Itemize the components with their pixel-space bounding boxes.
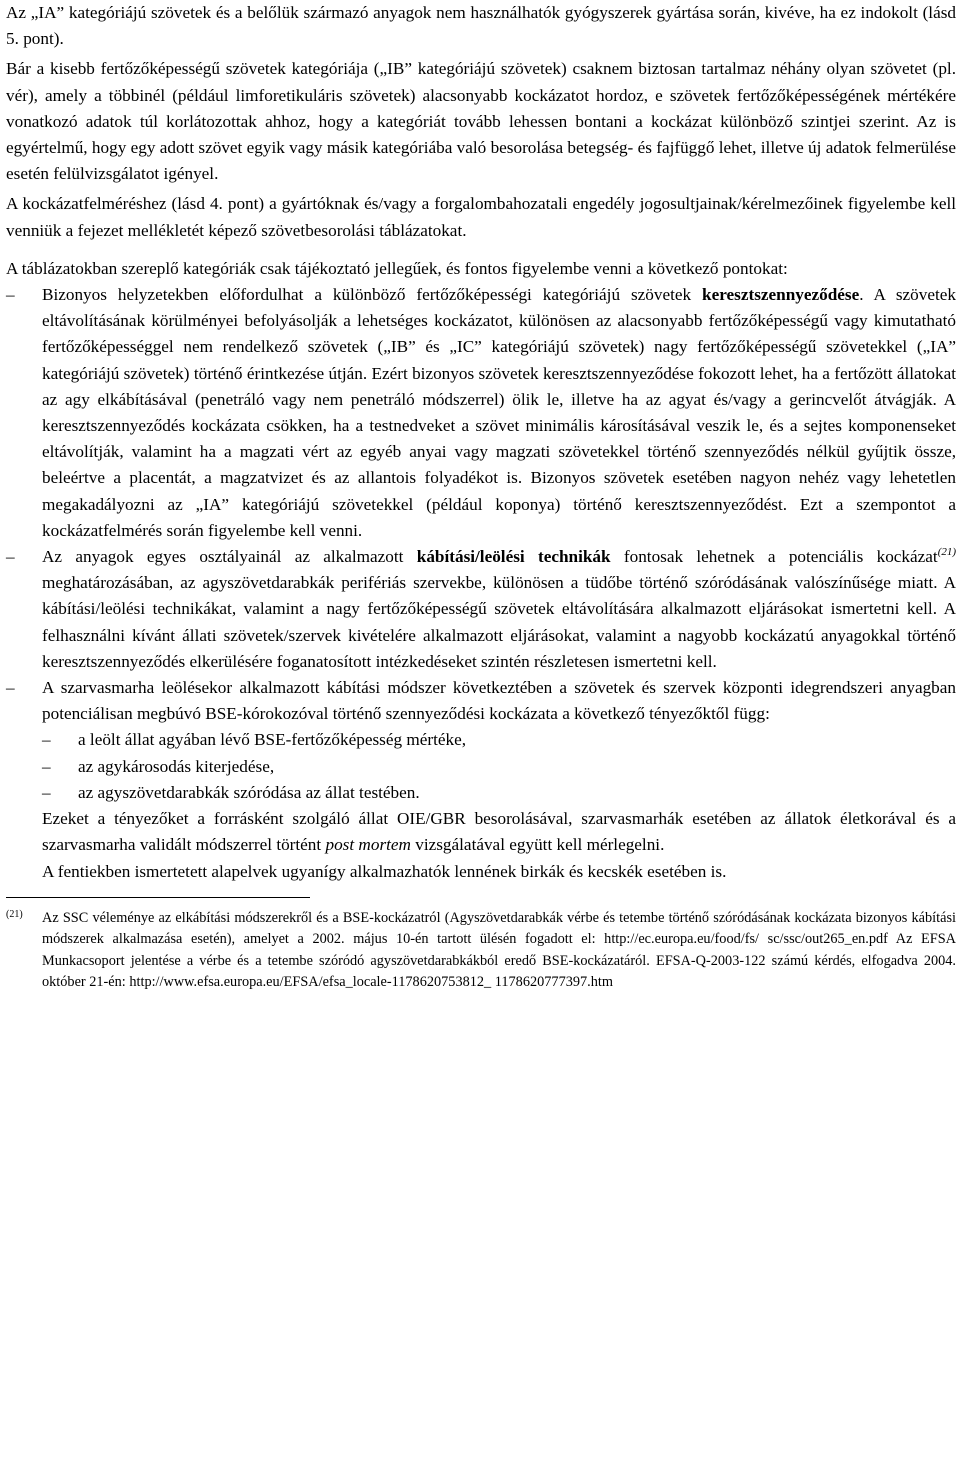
paragraph-text: Az „IA” kategóriájú szövetek és a belőlük származó anyagok nem használhatók gyógyszerek gyártása során, kivéve, ha ez indokolt (lásd 5. pont). xyxy=(6,3,956,49)
sub-list-item xyxy=(6,727,956,753)
paragraph-risk-assessment xyxy=(6,191,956,243)
paragraph-text: A kockázatfelméréshez (lásd 4. pont) a gyártóknak és/vagy a forgalombahozatali engedély jogosultjainak/kérelmezőinek figyelembe kell venniük a fejezet mellékletét képező szövetbesorolási táblázatokat. xyxy=(6,194,956,240)
paragraph-factors xyxy=(6,806,956,858)
sub-list-item-text: a leölt állat agyában lévő BSE-fertőzőképesség mértéke, xyxy=(78,730,466,750)
sub-list-item xyxy=(6,754,956,780)
bold-term: kábítási/leölési technikák xyxy=(416,547,611,567)
footnote-mark: (21) xyxy=(6,908,23,920)
italic-term: post mortem xyxy=(325,835,411,855)
footnote-text: Az SSC véleménye az elkábítási módszerekről és a BSE-kockázatról (Agyszövetdarabkák vérbe és tetembe történő szóródásának kockázata bizonyos kábítási módszerek alkalmazása esetén), amelyet a 2002. május 10-én tartott ülésén fogadott el: http://ec.europa.eu/food/fs/ sc/ssc/out265_en.pdf Az EFSA Munkacsoport jelentése a vérbe és a tetembe szóródó agyszövetdarabkákból eredő BSE-kockázatáról. EFSA-Q-2003-122 számú kérdés, elfogadva 2004. október 21-én: http://www.efsa.europa.eu/EFSA/efsa_locale-1178620753812_ 1178620777397.htm xyxy=(42,909,956,991)
list-item-text: meghatározásában, az agyszövetdarabkák perifériás szervekbe, különösen a tüdőbe történő szóródásának valószínűsége miatt. A kábítási/leölési technikákat, valamint a nagy fertőzőképességű szövetek eltávolítására alkalmazott eljárásokat ismertetni kell. A felhasználni kívánt állati szövetek/szervek kivételére alkalmazott eljárásokat, valamint a nagyobb kockázatú anyagokkal történő keresztszennyeződés elkerülésére foganatosított intézkedéseket szintén részletesen ismertetni kell. xyxy=(42,573,956,671)
paragraph-text: A fentiekben ismertetett alapelvek ugyanígy alkalmazhatók lennének birkák és kecskék esetében is. xyxy=(42,861,727,881)
list-item-text: . A szövetek eltávolításának körülményei befolyásolják a lehetséges kockázatot, különösen az alacsonyabb fertőzőképességű vagy kimutatható fertőzőképességgel nem rendelkező szövetek („IB” és „IC” kategóriájú szövetek) nagy fertőzőképességű szövetekkel („IA” kategóriájú szövetek) történő érintkezése útján. Ezért bizonyos szövetek keresztszennyeződése fokozott lehet, ha a fertőzött állatokat az agy elkábításával (penetráló vagy nem penetráló módszerrel) ölik le, illetve ha az agyat és/vagy a gerincvelőt átvágják. A keresztszennyeződés kockázata csökken, ha a testnedveket a szövet minimális károsításával veszik le, és a sejtes komponenseket eltávolítják, valamint ha a magzati vért az egyéb anyai vagy magzati szövetekkel történő szennyeződés nélkül gyűjtik össze, beleértve a placentát, a magzatvizet és az allantois folyadékot is. Bizonyos szövetek esetében nagyon nehéz vagy lehetetlen megakadályozni az „IA” kategóriájú szövetekkel (például koponya) történő keresztszennyeződést. Ezt a szempontot a kockázatfelmérés során figyelembe kell venni. xyxy=(42,285,956,540)
paragraph-text: Bár a kisebb fertőzőképességű szövetek kategóriája („IB” kategóriájú szövetek) csaknem biztosan tartalmaz néhány olyan szövetet (pl. vér), amely a többinél (például limforetikuláris szövetek) alacsonyabb kockázatot hordoz, e szövetek fertőzőképességének mértékére vonatkozó adatok túl korlátozottak ahhoz, hogy a kategóriát tovább lehessen bontani a kockázat különböző szintjei szerint. Az is egyértelmű, hogy egy adott szövet egyik vagy másik kategóriába való besorolása betegség- és fajfüggő lehet, illetve új adatok felmerülése esetén felülvizsgálatot igényel. xyxy=(6,59,956,184)
paragraph-text: Ezeket a tényezőket a forrásként szolgáló állat OIE/GBR besorolásával, szarvasmarhák esetében az állatok életkorával és a szarvasmarha validált módszerrel történt xyxy=(42,809,956,855)
footnote-reference[interactable]: (21) xyxy=(937,546,957,559)
list-item-text: Az anyagok egyes osztályainál az alkalmazott xyxy=(42,547,417,567)
footnote-separator xyxy=(6,897,310,898)
paragraph-sheep-goats xyxy=(6,859,956,885)
paragraph-ia-tissues xyxy=(6,0,956,52)
paragraph-ib-tissues xyxy=(6,56,956,187)
dash-bullet: – xyxy=(6,678,15,698)
dash-bullet: – xyxy=(42,730,51,750)
dash-bullet: – xyxy=(6,285,15,305)
dash-bullet: – xyxy=(6,547,15,567)
list-item-cross-contamination xyxy=(6,282,956,544)
list-item-text: Bizonyos helyzetekben előfordulhat a különböző fertőzőképességi kategóriájú szövetek xyxy=(42,285,703,305)
list-item-text: fontosak lehetnek a potenciális kockázat xyxy=(610,547,938,567)
list-item-cattle-stunning xyxy=(6,675,956,727)
paragraph-text: vizsgálatával együtt kell mérlegelni. xyxy=(410,835,665,855)
dash-bullet: – xyxy=(42,782,51,802)
list-item-text: A szarvasmarha leölésekor alkalmazott kábítási módszer következtében a szövetek és szervek központi idegrendszeri anyagban potenciálisan megbúvó BSE-kórokozóval történő szennyeződési kockázata a következő tényezőktől függ: xyxy=(42,678,956,724)
sub-list-item-text: az agykárosodás kiterjedése, xyxy=(78,756,275,776)
paragraph-text: A táblázatokban szereplő kategóriák csak tájékoztató jellegűek, és fontos figyelembe venni a következő pontokat: xyxy=(6,258,788,278)
paragraph-categories-intro xyxy=(6,256,956,282)
dash-bullet: – xyxy=(42,756,51,776)
footnote-21 xyxy=(6,908,956,994)
bold-term: keresztszennyeződése xyxy=(702,285,860,305)
list-item-stunning-techniques xyxy=(6,544,956,675)
sub-list-item xyxy=(6,780,956,806)
sub-list-item-text: az agyszövetdarabkák szóródása az állat testében. xyxy=(78,782,420,802)
